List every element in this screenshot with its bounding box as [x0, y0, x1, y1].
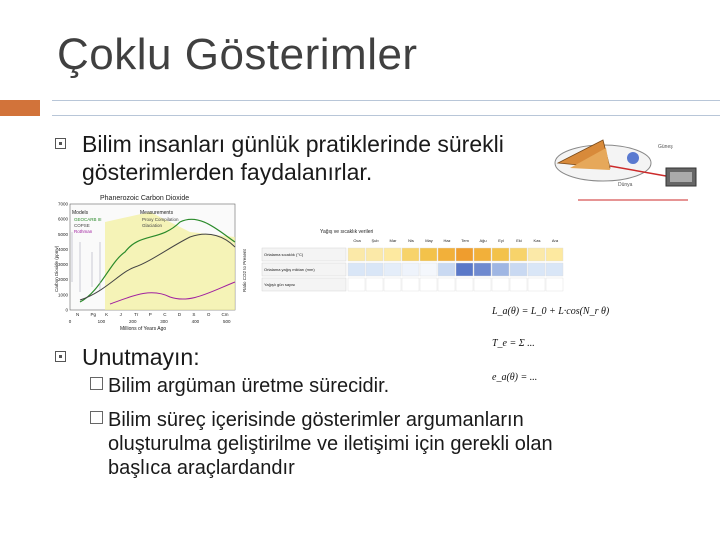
table-cell: [420, 278, 437, 291]
slide-title: Çoklu Gösterimler: [57, 30, 418, 79]
table-cell: [474, 248, 491, 261]
table-month-header: Eki: [516, 238, 522, 243]
co2-x-tick: 200: [128, 319, 137, 324]
table-cell: [492, 263, 509, 276]
table-month-header: Oca: [353, 238, 361, 243]
table-cell: [420, 263, 437, 276]
title-accent-bar: [0, 100, 40, 116]
co2-era-label: P: [148, 312, 152, 317]
co2-y-tick: 1000: [57, 292, 68, 298]
table-cell: [366, 278, 383, 291]
climate-table-image: [260, 226, 582, 294]
bullet-2-text: Unutmayın:: [82, 344, 200, 370]
table-cell: [402, 278, 419, 291]
co2-era-label: Tr: [134, 312, 139, 317]
bullet-marker: [55, 138, 66, 149]
co2-era-label: Cm: [221, 312, 229, 317]
co2-models-label: Models: [72, 210, 89, 216]
co2-y-tick: 3000: [57, 262, 68, 268]
title-rule: [52, 100, 720, 116]
bullet-1-line-2: gösterimlerden faydalanırlar.: [82, 159, 373, 185]
co2-ylabel-right: Ratio CO2 to Present: [242, 249, 247, 292]
table-cell: [348, 263, 365, 276]
table-cell: [438, 263, 455, 276]
table-cell: [474, 263, 491, 276]
table-month-header: May: [425, 238, 433, 243]
table-month-header: Nis: [408, 238, 414, 243]
sub-bullet-marker: [90, 411, 103, 424]
co2-xlabel: Millions of Years Ago: [120, 326, 167, 332]
table-month-header: Ağu: [479, 238, 487, 243]
co2-model-0: GEOCARB III: [74, 217, 102, 222]
table-cell: [366, 263, 383, 276]
table-cell: [402, 248, 419, 261]
table-cell: [438, 248, 455, 261]
table-month-header: Kas: [533, 238, 541, 243]
co2-era-label: C: [163, 312, 167, 317]
co2-x-tick: 300: [160, 319, 168, 324]
equation-2: T_e = Σ ...: [492, 338, 535, 349]
co2-x-tick: 100: [97, 319, 106, 324]
equation-3: e_a(θ) = ...: [492, 372, 538, 383]
table-cell: [348, 278, 365, 291]
table-month-header: Ara: [551, 238, 559, 243]
table-cell: [546, 263, 563, 276]
diagram-label-sun: Güneş: [658, 144, 673, 150]
co2-model-1: COPSE: [74, 223, 90, 228]
table-cell: [528, 278, 545, 291]
co2-era-label: N: [76, 312, 80, 317]
table-cell: [492, 248, 509, 261]
bullet-1-text: [82, 130, 582, 186]
co2-era-label: S: [192, 312, 196, 317]
sub-bullet-1-text: Bilim argüman üretme sürecidir.: [108, 375, 390, 397]
co2-era-label: J: [119, 312, 122, 317]
co2-measurement-1: Glaciation: [142, 223, 163, 228]
table-title: Yağış ve sıcaklık verileri: [320, 229, 374, 235]
sub-bullet-marker: [90, 377, 103, 390]
sub-bullet-2: [90, 408, 553, 480]
table-cell: [546, 278, 563, 291]
equation-1: L_a(θ) = L_0 + L·cos(N_r θ): [492, 306, 610, 317]
bullet-1-line-1: Bilim insanları günlük pratiklerinde sürekli: [82, 131, 504, 157]
table-cell: [528, 263, 545, 276]
table-cell: [348, 248, 365, 261]
co2-y-tick: 0: [65, 307, 68, 313]
table-month-header: Tem: [461, 238, 469, 243]
table-cell: [456, 263, 473, 276]
co2-era-label: K: [105, 312, 109, 317]
table-month-header: Haz: [443, 238, 451, 243]
bullet-marker: [55, 351, 66, 362]
co2-era-label: O: [206, 312, 211, 317]
co2-x-tick: 500: [222, 319, 231, 324]
table-row-label: Ortalama sıcaklık (°C): [264, 252, 304, 257]
table-cell: [366, 248, 383, 261]
sub-bullet-1: [90, 374, 389, 398]
table-cell: [546, 248, 563, 261]
table-cell: [420, 248, 437, 261]
co2-y-tick: 5000: [57, 231, 68, 237]
table-cell: [384, 263, 401, 276]
table-cell: [456, 278, 473, 291]
table-cell: [510, 248, 527, 261]
sub-bullet-2-line-3: başlıca araçlardandır: [108, 457, 295, 479]
table-month-header: Şub: [371, 238, 379, 243]
table-month-header: Mar: [389, 238, 397, 243]
table-cell: [528, 248, 545, 261]
co2-era-label: D: [177, 312, 182, 317]
co2-chart-image: [50, 192, 250, 332]
equations-image: [490, 298, 625, 403]
table-row-label: Yağışlı gün sayısı: [264, 282, 296, 287]
table-cell: [384, 278, 401, 291]
co2-y-tick: 2000: [57, 277, 68, 283]
table-cell: [384, 248, 401, 261]
table-cell: [438, 278, 455, 291]
table-month-header: Eyl: [498, 238, 504, 243]
co2-era-label: Pg: [90, 312, 97, 317]
table-cell: [456, 248, 473, 261]
table-cell: [510, 263, 527, 276]
table-cell: [474, 278, 491, 291]
sub-bullet-2-line-1: Bilim süreç içerisinde gösterimler argumanların: [108, 409, 524, 431]
co2-chart-title: Phanerozoic Carbon Dioxide: [100, 195, 190, 202]
table-cell: [492, 278, 509, 291]
table-cell: [510, 278, 527, 291]
co2-model-2: Rothman: [74, 229, 93, 234]
co2-measurements-label: Measurements: [140, 210, 174, 216]
sub-bullet-2-line-2: oluşturulma geliştirilme ve iletişimi için gerekli olan: [108, 433, 553, 455]
table-row-label: Ortalama yağış miktarı (mm): [264, 267, 315, 272]
co2-y-tick: 7000: [57, 201, 68, 207]
diagram-label-earth: Dünya: [618, 182, 633, 188]
co2-x-tick: 400: [191, 319, 200, 324]
co2-x-tick: 0: [68, 319, 72, 324]
co2-ylabel: Carbon Dioxide (ppmv): [54, 245, 59, 292]
co2-y-tick: 4000: [57, 246, 68, 252]
table-cell: [402, 263, 419, 276]
co2-measurement-0: Proxy Compilation: [142, 217, 179, 222]
co2-y-tick: 6000: [57, 216, 68, 222]
